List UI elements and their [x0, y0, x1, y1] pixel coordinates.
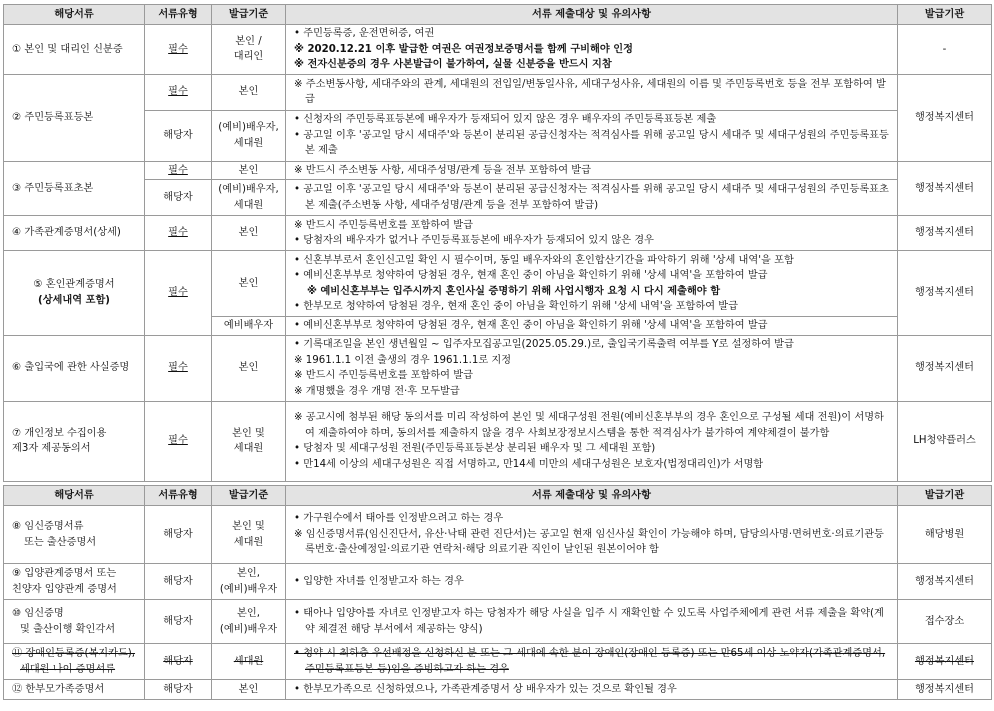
- table-row: [4, 161, 992, 180]
- doc-notes: • 한부모가족으로 신청하였으나, 가족관계증명서 상 배우자가 있는 것으로 확인될 경우: [286, 680, 898, 700]
- doc-notes: • 주민등록증, 운전면허증, 여권 ※ 2020.12.21 이후 발급한 여권은 여권정보증명서를 함께 구비해야 인정 ※ 전자신분증의 경우 사본발급이 불가하여, 실물 신분증을 반드시 지참: [286, 25, 898, 75]
- header-issuer: 발급기관: [898, 5, 992, 25]
- doc-name: ⑦ 개인정보 수집이용 제3자 제공동의서: [4, 401, 145, 481]
- doc-notes: • 공고일 이후 '공고일 당시 세대주'와 등본이 분리된 공급신청자는 적격심사를 위해 공고일 당시 세대주 및 세대구성원의 주민등록표초본 제출(주소변동 사항, 세대주성명/관계 등을 전부 포함하여 발급): [286, 180, 898, 216]
- issue-basis: 세대원: [212, 644, 286, 680]
- doc-category: 해당자: [145, 564, 212, 600]
- doc-name: ⑨ 입양관계증명서 또는 친양자 입양관계 증명서: [4, 564, 145, 600]
- issuer: 행정복지센터: [898, 161, 992, 216]
- issuer: 접수장소: [898, 600, 992, 644]
- issuer: 행정복지센터: [898, 564, 992, 600]
- header-issue-basis: 발급기준: [212, 486, 286, 506]
- issuer: 행정복지센터: [898, 335, 992, 401]
- doc-notes: ※ 반드시 주민등록번호를 포함하여 발급 • 당첨자의 배우자가 없거나 주민등록표등본에 배우자가 등재되어 있지 않은 경우: [286, 216, 898, 251]
- table-row: [4, 180, 992, 216]
- issue-basis: 본인: [212, 335, 286, 401]
- issue-basis: (예비)배우자, 세대원: [212, 180, 286, 216]
- doc-category: 필수: [145, 401, 212, 481]
- doc-category: 필수: [145, 74, 212, 110]
- issue-basis: 본인 및 세대원: [212, 401, 286, 481]
- issue-basis: 본인 및 세대원: [212, 506, 286, 564]
- table-row: [4, 401, 992, 481]
- doc-category: 필수: [145, 335, 212, 401]
- doc-notes: ※ 반드시 주소변동 사항, 세대주성명/관계 등을 전부 포함하여 발급: [286, 161, 898, 180]
- doc-category: 필수: [145, 216, 212, 251]
- issuer: 행정복지센터: [898, 216, 992, 251]
- doc-name: ⑩ 임신증명 및 출산이행 확인각서: [4, 600, 145, 644]
- doc-name: ⑫ 한부모가족증명서: [4, 680, 145, 700]
- doc-category: 해당자: [145, 110, 212, 161]
- header-doc-type: 해당서류: [4, 486, 145, 506]
- issue-basis: 본인, (예비)배우자: [212, 564, 286, 600]
- header-category: 서류유형: [145, 486, 212, 506]
- doc-category: 해당자: [145, 644, 212, 680]
- table-row: [4, 644, 992, 680]
- header-row: [4, 486, 992, 506]
- issuer: 행정복지센터: [898, 680, 992, 700]
- doc-name: ④ 가족관계증명서(상세): [4, 216, 145, 251]
- table-row: [4, 110, 992, 161]
- doc-category: 필수: [145, 161, 212, 180]
- issue-basis: 본인: [212, 216, 286, 251]
- table-row: [4, 216, 992, 251]
- doc-notes: ※ 주소변동사항, 세대주와의 관계, 세대원의 전입일/변동일사유, 세대구성사유, 세대원의 이름 및 주민등록번호 등을 전부 포함하여 발급: [286, 74, 898, 110]
- doc-notes: • 입양한 자녀를 인정받고자 하는 경우: [286, 564, 898, 600]
- table-row: [4, 564, 992, 600]
- doc-name: ⑥ 출입국에 관한 사실증명: [4, 335, 145, 401]
- header-notes: 서류 제출대상 및 유의사항: [286, 5, 898, 25]
- doc-notes: • 신혼부부로서 혼인신고일 확인 시 필수이며, 동일 배우자와의 혼인합산기간을 파악하기 위해 '상세 내역'을 포함 • 예비신혼부부로 청약하여 당첨된 경우, 현재 혼인 중이 아님을 확인하기 위해 '상세 내역'을 포함하여 발급 ※ 예비신혼부부는 입주시까지 혼인사실 증명하기 위해 사업시행자 요청 시 다시 제출해야 함 • 한부모로 청약하여 당첨된 경우, 현재 혼인 중이 아님을 확인하기 위해 '상세 내역'을 포함하여 발급: [286, 251, 898, 317]
- issue-basis: 예비배우자: [212, 317, 286, 336]
- doc-name: ② 주민등록표등본: [4, 74, 145, 161]
- issuer: 행정복지센터: [898, 74, 992, 161]
- table-row: [4, 251, 992, 317]
- doc-name: ⑪ 장애인등록증(복지카드), 세대원 나이 증명서류: [4, 644, 145, 680]
- table-row: [4, 74, 992, 110]
- issue-basis: 본인: [212, 680, 286, 700]
- issue-basis: 본인 / 대리인: [212, 25, 286, 75]
- issue-basis: (예비)배우자, 세대원: [212, 110, 286, 161]
- table-row: [4, 335, 992, 401]
- header-row: [4, 5, 992, 25]
- header-category: 서류유형: [145, 5, 212, 25]
- doc-notes: • 기록대조일을 본인 생년월일 ~ 입주자모집공고일(2025.05.29.)로, 출입국기록출력 여부를 Y로 설정하여 발급 ※ 1961.1.1 이전 출생의 경우 1961.1.1로 지정 ※ 반드시 주민등록번호를 포함하여 발급 ※ 개명했을 경우 개명 전·후 모두발급: [286, 335, 898, 401]
- issue-basis: 본인: [212, 74, 286, 110]
- issuer: 행정복지센터: [898, 644, 992, 680]
- doc-notes: • 청약 시 최하층 우선배정을 신청하신 분 또는 그 세대에 속한 분이 장애인(장애인 등록증) 또는 만65세 이상 노약자(가족관계증명서, 주민등록표등본 등)임을 증빙하고자 하는 경우: [286, 644, 898, 680]
- header-doc-type: 해당서류: [4, 5, 145, 25]
- doc-name: ① 본인 및 대리인 신분증: [4, 25, 145, 75]
- header-issuer: 발급기관: [898, 486, 992, 506]
- documents-table-2: [3, 485, 992, 700]
- header-issue-basis: 발급기준: [212, 5, 286, 25]
- issue-basis: 본인, (예비)배우자: [212, 600, 286, 644]
- doc-notes: ※ 공고시에 첨부된 해당 동의서를 미리 작성하여 본인 및 세대구성원 전원(예비신혼부부의 경우 혼인으로 구성될 세대 전원)이 서명하여 제출하여야 하며, 동의서를 제출하지 않을 경우 사회보장정보시스템을 통한 적격심사가 불가하여 계약체결이 불가함 • 당첨자 및 세대구성원 전원(주민등록표등본상 분리된 배우자 및 그 세대원 포함) • 만14세 이상의 세대구성원은 직접 서명하고, 만14세 미만의 세대구성원은 보호자(법정대리인)가 서명함: [286, 401, 898, 481]
- issuer: -: [898, 25, 992, 75]
- doc-category: 해당자: [145, 600, 212, 644]
- doc-name: ⑧ 임신증명서류 또는 출산증명서: [4, 506, 145, 564]
- issue-basis: 본인: [212, 161, 286, 180]
- table-row: [4, 680, 992, 700]
- issue-basis: 본인: [212, 251, 286, 317]
- issuer: LH청약플러스: [898, 401, 992, 481]
- doc-name: ③ 주민등록표초본: [4, 161, 145, 216]
- doc-notes: • 가구원수에서 태아를 인정받으려고 하는 경우 ※ 임신증명서류(임신진단서, 유산·낙태 관련 진단서)는 공고일 현재 임신사실 확인이 가능해야 하며, 담당의사명·면허번호·의료기관등록번호·출산예정일·의료기관 연락처·해당 의료기관 직인이 날인된 원본이어야 함: [286, 506, 898, 564]
- table-row: [4, 506, 992, 564]
- doc-category: 해당자: [145, 180, 212, 216]
- documents-table-1: [3, 4, 992, 482]
- doc-notes: • 예비신혼부부로 청약하여 당첨된 경우, 현재 혼인 중이 아님을 확인하기 위해 '상세 내역'을 포함하여 발급: [286, 317, 898, 336]
- doc-notes: • 신청자의 주민등록표등본에 배우자가 등재되어 있지 않은 경우 배우자의 주민등록표등본 제출 • 공고일 이후 '공고일 당시 세대주'와 등본이 분리된 공급신청자는 적격심사를 위해 공고일 당시 세대주 및 세대구성원의 주민등록표등본 제출: [286, 110, 898, 161]
- table-row: [4, 600, 992, 644]
- doc-category: 해당자: [145, 506, 212, 564]
- issuer: 해당병원: [898, 506, 992, 564]
- doc-category: 해당자: [145, 680, 212, 700]
- doc-category: 필수: [145, 25, 212, 75]
- doc-category: 필수: [145, 251, 212, 336]
- doc-notes: • 태아나 입양아를 자녀로 인정받고자 하는 당첨자가 해당 사실을 입주 시 재확인할 수 있도록 사업주체에게 관련 서류 제출을 확약(계약 체결전 해당 부서에서 제공하는 양식): [286, 600, 898, 644]
- issuer: 행정복지센터: [898, 251, 992, 336]
- doc-name: ⑤ 혼인관계증명서 (상세내역 포함): [4, 251, 145, 336]
- header-notes: 서류 제출대상 및 유의사항: [286, 486, 898, 506]
- table-row: [4, 25, 992, 75]
